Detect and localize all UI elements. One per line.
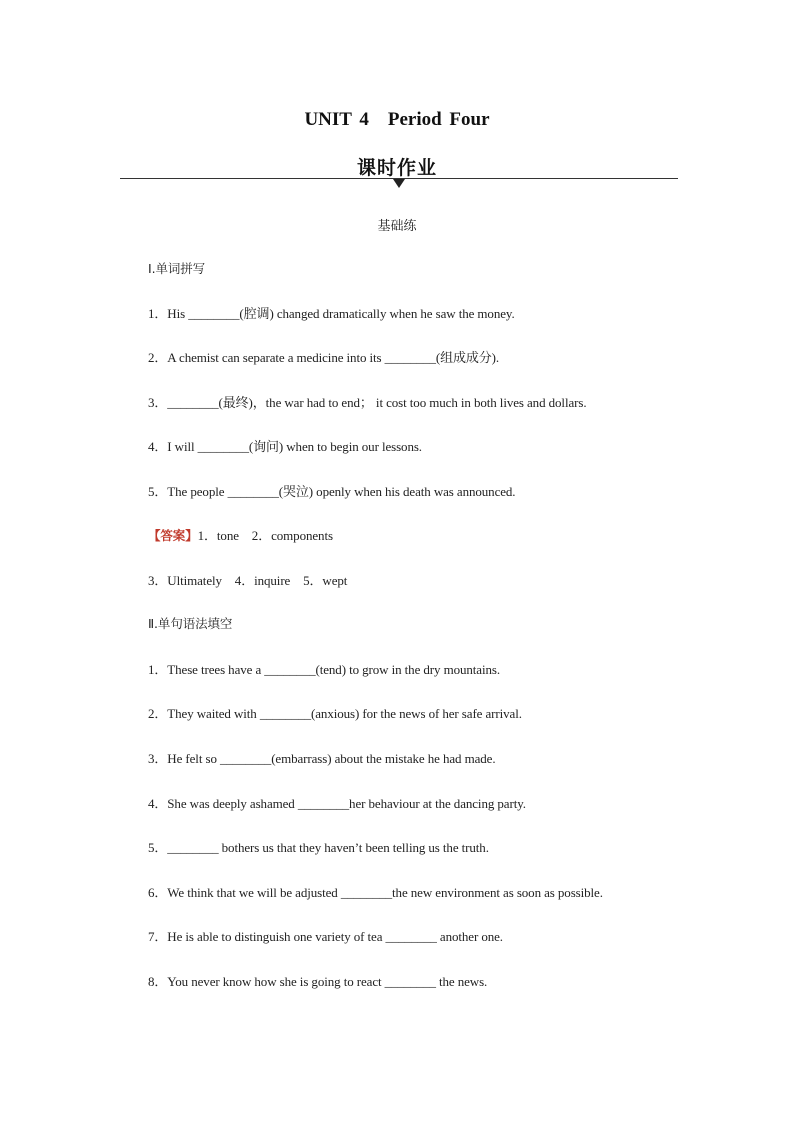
answer-line-2: 3．Ultimately 4．inquire 5．wept — [148, 573, 348, 588]
page-title: UNIT 4 Period Four — [304, 109, 490, 130]
page-subtitle: 课时作业 — [356, 157, 437, 179]
part2-item-4: 4．She was deeply ashamed ________her behaviour at the dancing party. — [148, 796, 526, 811]
part2-item-1: 1．These trees have a ________(tend) to grow in the dry mountains. — [148, 662, 500, 677]
part2-item-5: 5．________ bothers us that they haven’t been telling us the truth. — [148, 840, 489, 855]
part2-item-6: 6．We think that we will be adjusted ________the new environment as soon as possible. — [148, 885, 603, 900]
part2-item-7: 7．He is able to distinguish one variety of tea ________ another one. — [148, 929, 503, 944]
part1-item-4: 4．I will ________(询问) when to begin our lessons. — [148, 439, 422, 454]
section-title: 基础练 — [377, 219, 417, 234]
part1-item-5: 5．The people ________(哭泣) openly when his death was announced. — [148, 484, 516, 499]
answer-line-1 — [148, 525, 333, 544]
part2-item-3: 3．He felt so ________(embarrass) about the mistake he had made. — [148, 751, 496, 766]
answer-text-1: 1．tone 2．components — [197, 528, 333, 543]
answer-tag: 【答案】 — [148, 528, 198, 543]
part1-item-1: 1．His ________(腔调) changed dramatically when he saw the money. — [148, 306, 515, 321]
down-triangle-icon — [393, 179, 405, 188]
part2-heading: Ⅱ.单句语法填空 — [148, 616, 233, 631]
part1-item-2: 2．A chemist can separate a medicine into its ________(组成成分). — [148, 350, 500, 365]
part1-heading: Ⅰ.单词拼写 — [148, 261, 206, 276]
part1-item-3: 3．________(最终)，the war had to end； it cost too much in both lives and dollars. — [148, 395, 587, 410]
part2-item-2: 2．They waited with ________(anxious) for the news of her safe arrival. — [148, 706, 522, 721]
part2-item-8: 8．You never know how she is going to react ________ the news. — [148, 974, 488, 989]
